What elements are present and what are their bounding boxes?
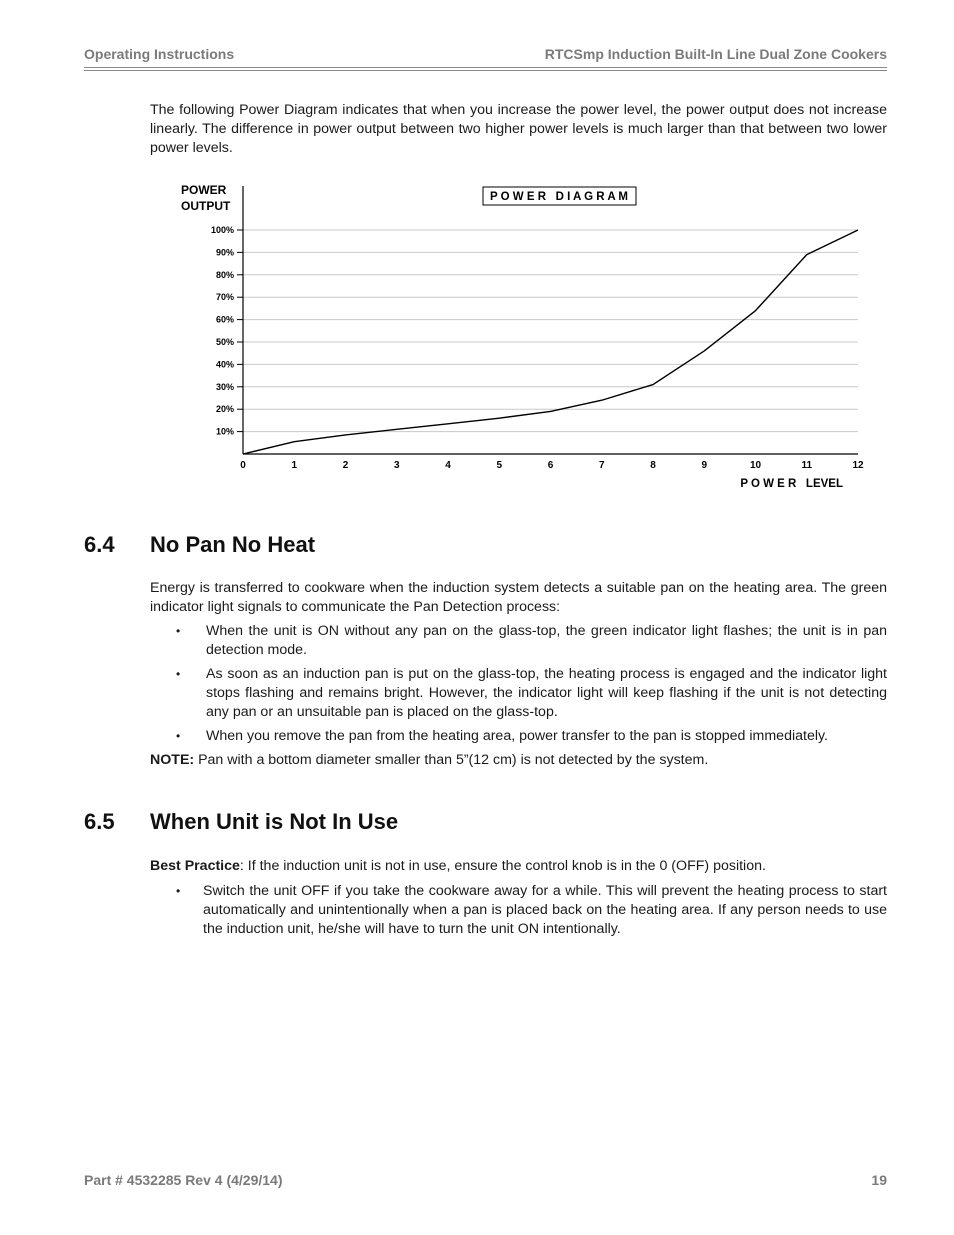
y-tick-label: 20% — [215, 404, 234, 415]
header-divider — [84, 67, 887, 68]
best-practice-text: : If the induction unit is not in use, ensure the control knob is in the 0 (OFF) position. — [239, 858, 766, 874]
x-tick-label: 1 — [291, 460, 298, 471]
section-6-4-number: 6.4 — [84, 532, 115, 557]
bullet-icon: • — [176, 884, 181, 898]
y-tick-label: 90% — [215, 247, 234, 258]
header-divider-secondary — [84, 70, 887, 71]
bullet-icon: • — [176, 729, 181, 743]
footer-page-number: 19 — [871, 1172, 887, 1188]
x-tick-label: 10 — [749, 460, 762, 471]
bullet-icon: • — [176, 667, 181, 681]
y-axis-label-line2: OUTPUT — [181, 199, 231, 213]
list-item — [150, 882, 887, 939]
header-right-title: RTCSmp Induction Built-In Line Dual Zone Cookers — [544, 46, 887, 62]
list-item — [150, 665, 887, 722]
list-item-text: When you remove the pan from the heating area, power transfer to the pan is stopped immediately. — [206, 728, 828, 744]
section-6-4-title: No Pan No Heat — [150, 532, 316, 557]
list-item-text: When the unit is ON without any pan on the glass-top, the green indicator light flashes; the unit is in pan detection mode. — [206, 623, 887, 658]
section-6-4-bullet-list — [150, 622, 887, 751]
y-tick-label: 30% — [215, 381, 234, 392]
x-tick-label: 7 — [598, 460, 605, 471]
section-6-5-heading — [84, 809, 398, 835]
chart-title: P O W E R D I A G R A M — [489, 191, 629, 203]
x-tick-label: 4 — [445, 460, 451, 471]
x-axis-ticks — [240, 460, 864, 471]
header-left-title: Operating Instructions — [84, 46, 235, 62]
y-tick-label: 50% — [215, 337, 234, 347]
section-6-4-heading — [84, 532, 315, 558]
y-tick-label: 100% — [210, 225, 234, 235]
note-label: NOTE: — [150, 752, 195, 768]
y-tick-label: 40% — [215, 359, 234, 370]
x-tick-label: 2 — [342, 460, 349, 471]
section-6-5-number: 6.5 — [84, 809, 115, 834]
x-tick-label: 9 — [701, 460, 708, 471]
best-practice-label: Best Practice — [150, 858, 240, 874]
section-6-4-paragraph: Energy is transferred to cookware when the induction system detects a suitable pan on the heating area. The green indicator light signals to communicate the Pan Detection process: — [150, 580, 887, 615]
x-axis-label: P O W E R LEVEL — [740, 478, 843, 490]
y-tick-label: 80% — [215, 269, 234, 280]
section-6-5-bullet-list — [150, 882, 887, 944]
y-tick-label: 70% — [215, 292, 234, 303]
x-tick-label: 5 — [496, 460, 503, 471]
y-tick-label: 60% — [215, 314, 234, 325]
note-text: Pan with a bottom diameter smaller than 5”(12 cm) is not detected by the system. — [194, 752, 709, 768]
footer-part-number: Part # 4532285 Rev 4 (4/29/14) — [84, 1172, 283, 1188]
list-item-text: As soon as an induction pan is put on the glass-top, the heating process is engaged and the indicator light stops flashing and remains bright. However, the indicator light will keep flashing if the unit is not detecting any pan or an unsuitable pan is placed on the glass-top. — [206, 666, 887, 720]
chart-grid — [243, 230, 858, 432]
section-6-4-note — [150, 751, 887, 770]
x-tick-label: 8 — [650, 460, 656, 471]
x-tick-label: 0 — [240, 460, 246, 471]
x-tick-label: 3 — [393, 460, 400, 471]
bullet-icon: • — [176, 624, 181, 638]
x-tick-label: 6 — [547, 460, 554, 471]
list-item — [150, 622, 887, 660]
section-6-5-best-practice — [150, 857, 887, 876]
list-item-text: Switch the unit OFF if you take the cookware away for a while. This will prevent the heating process to start automatically and unintentionally when a pan is placed back on the heating area. If any person needs to use the induction unit, he/she will have to turn the unit ON intentionally. — [203, 883, 887, 937]
x-tick-label: 11 — [801, 460, 813, 471]
y-axis-label-line1: POWER — [181, 183, 227, 197]
list-item — [150, 727, 887, 746]
y-axis-ticks — [211, 225, 243, 437]
power-diagram-chart — [170, 180, 870, 500]
y-tick-label: 10% — [215, 426, 234, 437]
section-6-5-title: When Unit is Not In Use — [150, 809, 399, 834]
x-tick-label: 12 — [852, 460, 864, 471]
intro-paragraph: The following Power Diagram indicates that when you increase the power level, the power output does not increase linearly. The difference in power output between two higher power levels is much larger than that between two lower power levels. — [150, 102, 887, 156]
